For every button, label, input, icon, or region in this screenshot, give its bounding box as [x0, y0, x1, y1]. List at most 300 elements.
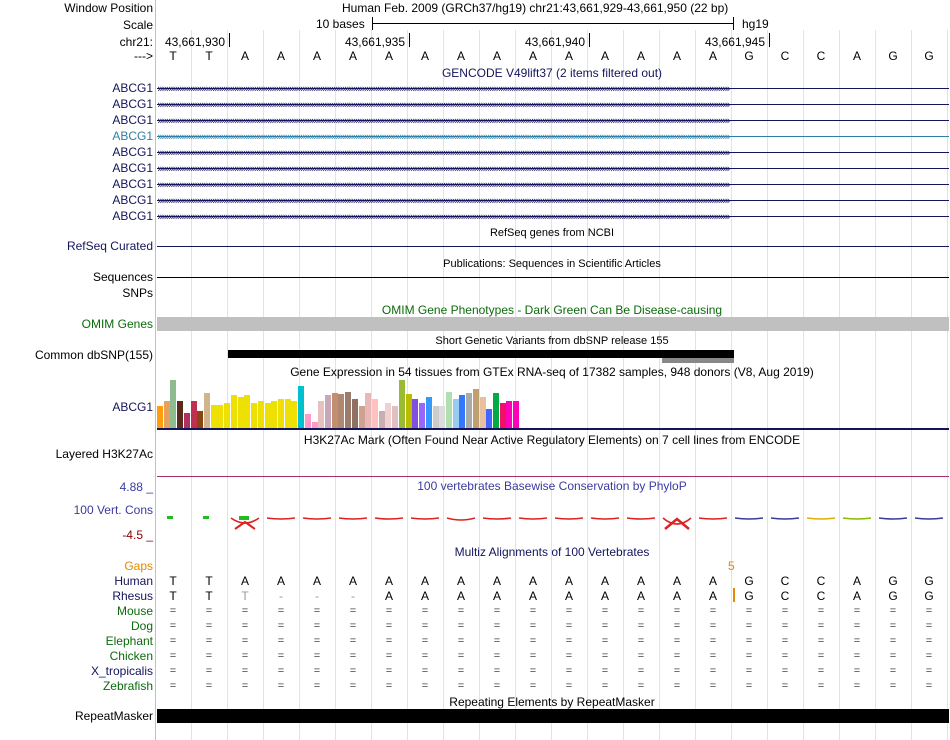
alignment-base: =	[637, 665, 645, 677]
window-position-value: Human Feb. 2009 (GRCh37/hg19) chr21:43,661,929-43,661,950 (22 bp)	[342, 1, 729, 15]
phylop-negative-mark	[411, 518, 439, 519]
alignment-base: A	[492, 574, 501, 588]
gap-marker	[733, 588, 735, 602]
species-label[interactable]: Zebrafish	[102, 679, 153, 693]
alignment-base: =	[601, 605, 609, 617]
gtex-tissue-bar[interactable]	[325, 395, 331, 428]
gtex-tissue-bar[interactable]	[513, 401, 519, 428]
gtex-tissue-bar[interactable]	[244, 395, 250, 428]
gtex-track-title: Gene Expression in 54 tissues from GTEx RNA-seq of 17382 samples, 948 donors (V8, Aug 2019)	[290, 365, 814, 379]
alignment-base: A	[852, 574, 861, 588]
alignment-base: A	[312, 574, 321, 588]
phylop-negative-peak	[235, 522, 255, 529]
alignment-base: T	[169, 574, 177, 588]
alignment-base: =	[313, 680, 321, 692]
alignment-base: G	[744, 574, 754, 588]
alignment-base: A	[492, 589, 501, 603]
gtex-tissue-bar[interactable]	[365, 393, 371, 428]
gtex-tissue-bar[interactable]	[399, 380, 405, 428]
species-label[interactable]: Mouse	[116, 604, 153, 618]
alignment-base: A	[348, 574, 357, 588]
alignment-base: -	[351, 589, 355, 603]
alignment-base: =	[277, 680, 285, 692]
alignment-base: =	[241, 605, 249, 617]
alignment-base: =	[817, 620, 825, 632]
gtex-tissue-bar[interactable]	[459, 395, 465, 428]
base-letter: A	[672, 49, 681, 63]
base-letter: G	[744, 49, 754, 63]
alignment-base: =	[817, 650, 825, 662]
alignment-base: =	[529, 605, 537, 617]
strand-label: --->	[134, 49, 153, 63]
gtex-baseline	[157, 428, 949, 430]
base-letter: A	[312, 49, 321, 63]
alignment-base: =	[565, 605, 573, 617]
gtex-tissue-bar[interactable]	[345, 392, 351, 428]
alignment-base: =	[817, 665, 825, 677]
alignment-base: =	[745, 650, 753, 662]
base-letter: A	[528, 49, 537, 63]
alignment-base: =	[853, 650, 861, 662]
gtex-tissue-bar[interactable]	[231, 395, 237, 428]
gtex-tissue-bar[interactable]	[446, 392, 452, 428]
alignment-base: =	[781, 620, 789, 632]
alignment-base: =	[313, 605, 321, 617]
alignment-base: =	[349, 635, 357, 647]
gtex-tissue-bar[interactable]	[486, 409, 492, 428]
alignment-base: =	[457, 635, 465, 647]
alignment-base: =	[457, 650, 465, 662]
alignment-base: =	[709, 680, 717, 692]
alignment-base: =	[313, 620, 321, 632]
alignment-base: =	[889, 650, 897, 662]
alignment-base: =	[493, 620, 501, 632]
alignment-base: =	[457, 665, 465, 677]
species-label[interactable]: Human	[114, 574, 153, 588]
alignment-base: =	[853, 620, 861, 632]
alignment-base: =	[709, 635, 717, 647]
alignment-base: G	[924, 574, 934, 588]
species-label[interactable]: Chicken	[109, 649, 153, 663]
alignment-base: =	[421, 605, 429, 617]
species-label[interactable]: Elephant	[105, 634, 153, 648]
alignment-base: =	[853, 635, 861, 647]
alignment-base: =	[313, 650, 321, 662]
h3k27ac-track-label[interactable]: Layered H3K27Ac	[55, 447, 153, 461]
alignment-base: =	[565, 650, 573, 662]
gencode-strand-arrows: ››››››››››››››››››››››››››››››››››››››››››››››››››››››››››››››››››››››››››››››››››››››››››››››››››››››››››››››››››››››››››››››››››››››››››››››››››››››››››››››››››››››››››››››››››››››››››››››››››››››››››››››››››››››››››››››››››››››››››››››››››››››››››››››››››››	[157, 116, 729, 125]
alignment-base: =	[637, 650, 645, 662]
label-divider	[155, 0, 156, 740]
scale-bar-right-tick	[733, 17, 734, 30]
alignment-base: C	[816, 589, 826, 603]
alignment-base: =	[925, 635, 933, 647]
alignment-base: =	[745, 605, 753, 617]
alignment-base: =	[169, 680, 177, 692]
alignment-base: A	[672, 574, 681, 588]
gtex-tissue-bar[interactable]	[271, 401, 277, 428]
phylop-negative-mark	[735, 518, 763, 519]
alignment-base: =	[529, 620, 537, 632]
dbsnp-track-title: Short Genetic Variants from dbSNP release 155	[435, 335, 669, 347]
gtex-tissue-bar[interactable]	[506, 401, 512, 428]
scale-label: Scale	[122, 18, 153, 32]
gtex-tissue-bar[interactable]	[170, 380, 176, 428]
base-letter: A	[456, 49, 465, 63]
coordinate-label: 43,661,945	[704, 35, 765, 49]
alignment-base: A	[600, 589, 609, 603]
alignment-base: =	[601, 665, 609, 677]
base-letter: A	[852, 49, 861, 63]
alignment-base: =	[313, 665, 321, 677]
species-label[interactable]: X_tropicalis	[90, 664, 153, 678]
alignment-base: =	[349, 650, 357, 662]
alignment-base: =	[241, 665, 249, 677]
alignment-base: T	[241, 589, 249, 603]
alignment-base: =	[673, 605, 681, 617]
base-letter: G	[924, 49, 934, 63]
alignment-base: =	[889, 665, 897, 677]
gencode-strand-arrows: ››››››››››››››››››››››››››››››››››››››››››››››››››››››››››››››››››››››››››››››››››››››››››››››››››››››››››››››››››››››››››››››››››››››››››››››››››››››››››››››››››››››››››››››››››››››››››››››››››››››››››››››››››››››››››››››››››››››››››››››››››››››››››››››››››››	[157, 84, 729, 93]
alignment-base: =	[817, 605, 825, 617]
alignment-base: A	[636, 574, 645, 588]
alignment-base: =	[349, 680, 357, 692]
alignment-base: =	[241, 650, 249, 662]
gtex-tissue-bar[interactable]	[385, 403, 391, 428]
phylop-track-title: 100 vertebrates Basewise Conservation by PhyloP	[417, 479, 687, 493]
phylop-positive-mark	[239, 516, 249, 520]
gencode-item-label[interactable]: ABCG1	[112, 97, 153, 111]
gap-count: 5	[728, 559, 735, 573]
gencode-item-label[interactable]: ABCG1	[112, 113, 153, 127]
gtex-tissue-bar[interactable]	[426, 397, 432, 428]
alignment-base: A	[384, 589, 393, 603]
base-letter: C	[780, 49, 790, 63]
gtex-tissue-bar[interactable]	[352, 399, 358, 428]
repeatmasker-bar[interactable]	[157, 709, 949, 723]
alignment-base: =	[925, 680, 933, 692]
alignment-base: =	[889, 680, 897, 692]
gencode-strand-arrows: ››››››››››››››››››››››››››››››››››››››››››››››››››››››››››››››››››››››››››››››››››››››››››››››››››››››››››››››››››››››››››››››››››››››››››››››››››››››››››››››››››››››››››››››››››››››››››››››››››››››››››››››››››››››››››››››››››››››››››››››››››››››››››››››››››››	[157, 132, 729, 141]
scale-bar	[372, 23, 734, 24]
alignment-base: =	[169, 620, 177, 632]
base-letter: A	[636, 49, 645, 63]
phylop-min-label: -4.5 _	[122, 528, 153, 542]
alignment-base: =	[421, 680, 429, 692]
phylop-negative-mark	[339, 518, 367, 519]
alignment-base: =	[745, 680, 753, 692]
phylop-track-label[interactable]: 100 Vert. Cons	[73, 503, 153, 517]
gtex-tissue-bar[interactable]	[298, 386, 304, 428]
base-letter: A	[240, 49, 249, 63]
gtex-tissue-bar[interactable]	[473, 389, 479, 428]
alignment-base: =	[385, 605, 393, 617]
alignment-base: =	[457, 680, 465, 692]
phylop-negative-mark	[591, 518, 619, 519]
alignment-base: =	[601, 635, 609, 647]
alignment-base: =	[925, 620, 933, 632]
phylop-negative-mark	[807, 518, 835, 519]
alignment-base: =	[853, 665, 861, 677]
alignment-base: =	[709, 605, 717, 617]
alignment-base: G	[924, 589, 934, 603]
publications-track-label[interactable]: Sequences	[92, 270, 153, 284]
omim-gene-bar[interactable]	[157, 317, 949, 331]
alignment-base: =	[673, 620, 681, 632]
gencode-item-label[interactable]: ABCG1	[112, 81, 153, 95]
gtex-tissue-bar[interactable]	[184, 413, 190, 428]
base-letter: A	[420, 49, 429, 63]
gencode-strand-arrows: ››››››››››››››››››››››››››››››››››››››››››››››››››››››››››››››››››››››››››››››››››››››››››››››››››››››››››››››››››››››››››››››››››››››››››››››››››››››››››››››››››››››››››››››››››››››››››››››››››››››››››››››››››››››››››››››››››››››››››››››››››››››››››››››››››››	[157, 212, 729, 221]
alignment-base: G	[888, 574, 898, 588]
gencode-item-label[interactable]: ABCG1	[112, 193, 153, 207]
alignment-base: =	[673, 650, 681, 662]
gtex-tissue-bar[interactable]	[217, 405, 223, 428]
alignment-base: =	[385, 620, 393, 632]
alignment-base: A	[528, 574, 537, 588]
alignment-base: =	[493, 650, 501, 662]
dbsnp-variant-bar[interactable]	[228, 350, 734, 358]
dbsnp-track-label[interactable]: Common dbSNP(155)	[34, 348, 153, 362]
phylop-negative-mark	[447, 518, 475, 520]
phylop-negative-mark	[483, 518, 511, 519]
alignment-base: =	[493, 665, 501, 677]
refseq-gene-line[interactable]	[157, 246, 949, 247]
phylop-negative-mark	[555, 518, 583, 519]
chrom-label: chr21:	[119, 35, 153, 49]
gtex-track-label[interactable]: ABCG1	[112, 400, 153, 414]
gtex-tissue-bar[interactable]	[372, 399, 378, 428]
alignment-base: =	[457, 605, 465, 617]
alignment-base: =	[421, 650, 429, 662]
alignment-base: A	[276, 574, 285, 588]
gtex-tissue-bar[interactable]	[157, 406, 163, 428]
phylop-negative-mark	[771, 518, 799, 519]
alignment-base: =	[601, 620, 609, 632]
alignment-base: =	[493, 605, 501, 617]
alignment-base: A	[564, 574, 573, 588]
alignment-base: =	[565, 620, 573, 632]
gtex-tissue-bar[interactable]	[412, 399, 418, 428]
gtex-bar-chart[interactable]	[157, 380, 949, 428]
coordinate-label: 43,661,935	[344, 35, 405, 49]
alignment-base: =	[853, 680, 861, 692]
scale-value: 10 bases	[316, 17, 365, 31]
base-letter: A	[708, 49, 717, 63]
alignment-base: =	[925, 605, 933, 617]
alignment-base: A	[708, 589, 717, 603]
alignment-base: =	[277, 650, 285, 662]
base-letter: A	[492, 49, 501, 63]
alignment-base: =	[349, 620, 357, 632]
phylop-negative-mark	[303, 518, 331, 519]
phylop-negative-mark	[267, 518, 295, 519]
gtex-tissue-bar[interactable]	[439, 406, 445, 428]
gencode-strand-arrows: ››››››››››››››››››››››››››››››››››››››››››››››››››››››››››››››››››››››››››››››››››››››››››››››››››››››››››››››››››››››››››››››››››››››››››››››››››››››››››››››››››››››››››››››››››››››››››››››››››››››››››››››››››››››››››››››››››››››››››››››››››››››››››››››››››››	[157, 148, 729, 157]
alignment-base: =	[169, 650, 177, 662]
base-letter: T	[205, 49, 213, 63]
omim-track-title: OMIM Gene Phenotypes - Dark Green Can Be Disease-causing	[381, 303, 723, 317]
base-letter: A	[384, 49, 393, 63]
alignment-base: =	[889, 605, 897, 617]
alignment-base: A	[852, 589, 861, 603]
alignment-base: =	[241, 635, 249, 647]
alignment-base: T	[205, 574, 213, 588]
phylop-positive-mark	[167, 516, 173, 519]
alignment-base: A	[456, 589, 465, 603]
alignment-base: =	[565, 665, 573, 677]
gtex-tissue-bar[interactable]	[493, 393, 499, 428]
alignment-base: =	[205, 635, 213, 647]
alignment-base: =	[817, 680, 825, 692]
alignment-base: A	[528, 589, 537, 603]
alignment-base: =	[277, 605, 285, 617]
gtex-tissue-bar[interactable]	[466, 393, 472, 428]
gencode-item-label[interactable]: ABCG1	[112, 129, 153, 143]
gtex-tissue-bar[interactable]	[338, 394, 344, 428]
phylop-negative-mark	[375, 518, 403, 519]
alignment-base: =	[277, 620, 285, 632]
alignment-base: =	[385, 680, 393, 692]
alignment-base: =	[925, 665, 933, 677]
phylop-negative-mark	[843, 518, 871, 519]
refseq-track-title: RefSeq genes from NCBI	[489, 227, 615, 239]
h3k27ac-signal-line[interactable]	[157, 476, 949, 477]
alignment-base: =	[277, 635, 285, 647]
publications-track-title: Publications: Sequences in Scientific Articles	[443, 258, 661, 270]
assembly-label: hg19	[742, 17, 769, 31]
alignment-base: =	[781, 605, 789, 617]
alignment-base: G	[744, 589, 754, 603]
gtex-tissue-bar[interactable]	[291, 401, 297, 428]
phylop-negative-mark	[879, 518, 907, 519]
alignment-base: =	[241, 620, 249, 632]
window-position-label: Window Position	[64, 1, 153, 15]
alignment-base: =	[601, 650, 609, 662]
alignment-base: =	[205, 650, 213, 662]
alignment-base: A	[420, 589, 429, 603]
alignment-base: C	[816, 574, 826, 588]
refseq-track-label[interactable]: RefSeq Curated	[66, 239, 153, 253]
alignment-base: =	[781, 680, 789, 692]
coordinate-label: 43,661,930	[164, 35, 225, 49]
gtex-tissue-bar[interactable]	[419, 403, 425, 428]
alignment-base: =	[529, 680, 537, 692]
alignment-base: A	[672, 589, 681, 603]
alignment-base: =	[349, 605, 357, 617]
alignment-base: C	[780, 574, 790, 588]
gtex-tissue-bar[interactable]	[278, 399, 284, 428]
coordinate-label: 43,661,940	[524, 35, 585, 49]
gencode-item-label[interactable]: ABCG1	[112, 145, 153, 159]
alignment-base: =	[745, 665, 753, 677]
multiz-track-title: Multiz Alignments of 100 Vertebrates	[454, 545, 650, 559]
gencode-track-title: GENCODE V49lift37 (2 items filtered out)	[441, 66, 663, 80]
gtex-tissue-bar[interactable]	[197, 411, 203, 428]
gtex-tissue-bar[interactable]	[251, 403, 257, 428]
gtex-tissue-bar[interactable]	[258, 401, 264, 428]
alignment-base: =	[637, 680, 645, 692]
gtex-tissue-bar[interactable]	[177, 401, 183, 428]
omim-track-label[interactable]: OMIM Genes	[81, 317, 153, 331]
phylop-negative-mark	[519, 518, 547, 519]
alignment-base: =	[745, 635, 753, 647]
alignment-base: =	[673, 680, 681, 692]
gencode-item-label[interactable]: ABCG1	[112, 161, 153, 175]
base-letter: T	[169, 49, 177, 63]
snps-track-label[interactable]: SNPs	[122, 286, 153, 300]
alignment-base: =	[817, 635, 825, 647]
alignment-base: =	[637, 635, 645, 647]
gtex-tissue-bar[interactable]	[224, 403, 230, 428]
coordinate-tick	[229, 33, 230, 47]
coordinate-tick	[769, 33, 770, 47]
gencode-strand-arrows: ››››››››››››››››››››››››››››››››››››››››››››››››››››››››››››››››››››››››››››››››››››››››››››››››››››››››››››››››››››››››››››››››››››››››››››››››››››››››››››››››››››››››››››››››››››››››››››››››››››››››››››››››››››››››››››››››››››››››››››››››››››››››››››››››››››	[157, 196, 729, 205]
alignment-base: =	[637, 620, 645, 632]
h3k27ac-track-title: H3K27Ac Mark (Often Found Near Active Regulatory Elements) on 7 cell lines from ENCODE	[303, 433, 801, 447]
alignment-base: =	[781, 635, 789, 647]
alignment-base: G	[888, 589, 898, 603]
alignment-base: =	[457, 620, 465, 632]
alignment-base: =	[529, 665, 537, 677]
species-label[interactable]: Dog	[130, 619, 153, 633]
repeatmasker-track-label[interactable]: RepeatMasker	[74, 709, 153, 723]
alignment-base: =	[745, 620, 753, 632]
species-label[interactable]: Rhesus	[112, 589, 153, 603]
alignment-base: =	[169, 605, 177, 617]
base-letter: A	[564, 49, 573, 63]
alignment-base: =	[673, 665, 681, 677]
base-letter: A	[276, 49, 285, 63]
alignment-base: T	[169, 589, 177, 603]
alignment-base: =	[709, 620, 717, 632]
alignment-base: =	[493, 680, 501, 692]
alignment-base: =	[637, 605, 645, 617]
gencode-item-label[interactable]: ABCG1	[112, 209, 153, 223]
gtex-tissue-bar[interactable]	[204, 393, 210, 428]
alignment-base: =	[853, 605, 861, 617]
alignment-base: =	[277, 665, 285, 677]
gtex-tissue-bar[interactable]	[392, 406, 398, 428]
dbsnp-variant-bar-small[interactable]	[662, 358, 734, 363]
alignment-base: T	[205, 589, 213, 603]
phylop-negative-mark	[627, 518, 655, 519]
alignment-base: =	[205, 605, 213, 617]
alignment-base: =	[781, 650, 789, 662]
alignment-base: =	[493, 635, 501, 647]
alignment-base: -	[279, 589, 283, 603]
alignment-base: =	[169, 665, 177, 677]
alignment-base: A	[708, 574, 717, 588]
alignment-base: =	[781, 665, 789, 677]
phylop-signal[interactable]	[157, 505, 949, 535]
gtex-tissue-bar[interactable]	[318, 401, 324, 428]
alignment-base: A	[240, 574, 249, 588]
gencode-item-label[interactable]: ABCG1	[112, 177, 153, 191]
alignment-base: =	[421, 620, 429, 632]
base-letter: A	[600, 49, 609, 63]
alignment-base: A	[384, 574, 393, 588]
alignment-base: =	[709, 665, 717, 677]
alignment-base: A	[564, 589, 573, 603]
scale-bar-left-tick	[372, 17, 373, 30]
base-letter: C	[816, 49, 826, 63]
alignment-base: =	[889, 635, 897, 647]
gtex-tissue-bar[interactable]	[305, 414, 311, 428]
alignment-base: =	[205, 680, 213, 692]
coordinate-tick	[589, 33, 590, 47]
publications-line[interactable]	[157, 277, 949, 278]
